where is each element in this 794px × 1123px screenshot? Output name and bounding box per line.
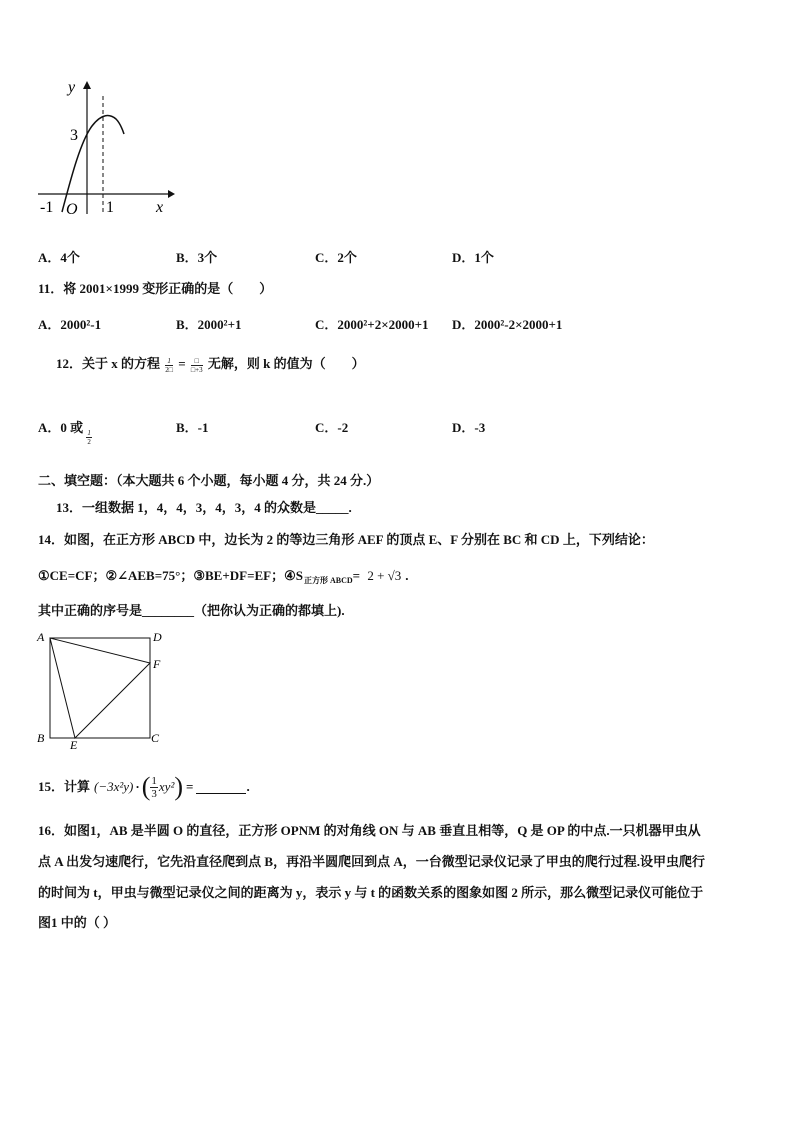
q16-line-1: 16．如图1，AB 是半圆 O 的直径，正方形 OPNM 的对角线 ON 与 AB 垂直且相等，Q 是 OP 的中点.一只机器甲虫从 — [38, 823, 701, 838]
label-C: C — [151, 731, 160, 745]
q14-items — [38, 567, 409, 587]
q12-frac2-num: □ — [191, 357, 203, 366]
label-three: 3 — [70, 127, 78, 144]
parabola-graph — [34, 74, 176, 220]
q12-frac1-den: 2□ — [165, 365, 173, 374]
q15 — [38, 770, 250, 804]
q14-stem: 14．如图，在正方形 ABCD 中，边长为 2 的等边三角形 AEF 的顶点 E、F 分别在 BC 和 CD 上，下列结论： — [38, 532, 654, 547]
q15-prefix: 15．计算 — [38, 779, 91, 794]
q15-fraction — [150, 775, 158, 800]
square-triangle-figure — [34, 628, 172, 752]
q12-stem — [56, 355, 365, 374]
q12-option-d: D．-3 — [452, 420, 486, 435]
q10-option-c: C．2个 — [315, 250, 357, 265]
q14-items-subscript: 正方形 ABCD — [303, 576, 353, 585]
label-A: A — [37, 630, 45, 644]
q11-option-a: A．2000²-1 — [38, 317, 102, 332]
q15-blank — [196, 781, 246, 794]
q15-frac-den: 3 — [151, 787, 157, 800]
label-F: F — [153, 657, 161, 671]
q15-end: . — [246, 779, 250, 794]
square-abcd — [50, 638, 150, 738]
q11-option-b: B．2000²+1 — [176, 317, 242, 332]
q12-frac1-num: 1 — [165, 357, 173, 366]
q15-dot: · — [135, 779, 140, 794]
q16-line-2: 点 A 出发匀速爬行，它先沿直径爬到点 B，再沿半圆爬回到点 A，一台微型记录仪记录了甲虫的爬行过程.设甲虫爬行 — [38, 854, 705, 869]
q12-option-c: C．-2 — [315, 420, 349, 435]
q14-items-equals: = — [352, 568, 361, 583]
q12-option-a-fraction — [86, 429, 92, 446]
q14-items-expression: 2 + √3 — [367, 568, 402, 583]
x-label: x — [156, 199, 164, 216]
q12-prefix: 12．关于 x 的方程 — [56, 356, 161, 371]
q14-items-text: ①CE=CF；②∠AEB=75°；③BE+DF=EF；④S — [38, 568, 303, 583]
section-2-title: 二、填空题：（本大题共 6 个小题，每小题 4 分，共 24 分.） — [38, 473, 380, 488]
label-origin: O — [66, 201, 78, 218]
q10-option-a: A．4个 — [38, 250, 80, 265]
q10-option-b: B．3个 — [176, 250, 218, 265]
q12-option-a-den: 2 — [87, 437, 91, 446]
label-B: B — [37, 731, 45, 745]
y-axis-arrow — [83, 81, 91, 89]
q16-line-3: 的时间为 t，甲虫与微型记录仪之间的距离为 y，表示 y 与 t 的函数关系的图象如图 2 所示，那么微型记录仪可能位于 — [38, 885, 704, 900]
q12-suffix: 无解，则 k 的值为（ ） — [207, 356, 365, 371]
q15-expr1: (−3x²y) — [94, 779, 134, 794]
q15-expr2-rest: xy² — [158, 779, 175, 794]
q16-line-4: 图1 中的（ ） — [38, 915, 117, 930]
q11-stem: 11．将 2001×1999 变形正确的是（ ） — [38, 281, 273, 296]
q12-fraction-1 — [165, 357, 173, 374]
x-axis-arrow — [168, 190, 175, 198]
q10-option-d: D．1个 — [452, 250, 494, 265]
q12-fraction-2 — [191, 357, 203, 374]
q11-option-c: C．2000²+2×2000+1 — [315, 317, 429, 332]
q15-equals: = — [186, 779, 194, 794]
q12-option-a-prefix: A．0 或 — [38, 420, 84, 435]
q11-option-d: D．2000²-2×2000+1 — [452, 317, 563, 332]
q14-prompt: 其中正确的序号是________（把你认为正确的都填上). — [38, 603, 345, 618]
q12-option-b: B．-1 — [176, 420, 209, 435]
q12-equals: = — [178, 356, 186, 371]
label-D: D — [153, 630, 162, 644]
triangle-aef — [50, 638, 150, 738]
q15-paren-close: ) — [174, 772, 184, 801]
q14-items-end: . — [405, 568, 409, 583]
label-one: 1 — [106, 199, 114, 216]
q15-frac-num: 1 — [151, 774, 157, 787]
label-E: E — [70, 738, 78, 752]
label-neg-one: -1 — [40, 199, 54, 216]
q12-option-a-num: 1 — [87, 428, 91, 437]
q15-paren-open: ( — [141, 772, 151, 801]
q12-frac2-den: □+3 — [190, 365, 203, 374]
q12-option-a — [38, 419, 92, 446]
q13-text: 13．一组数据 1，4，4，3，4，3，4 的众数是_____. — [56, 500, 352, 515]
y-label: y — [68, 79, 76, 96]
